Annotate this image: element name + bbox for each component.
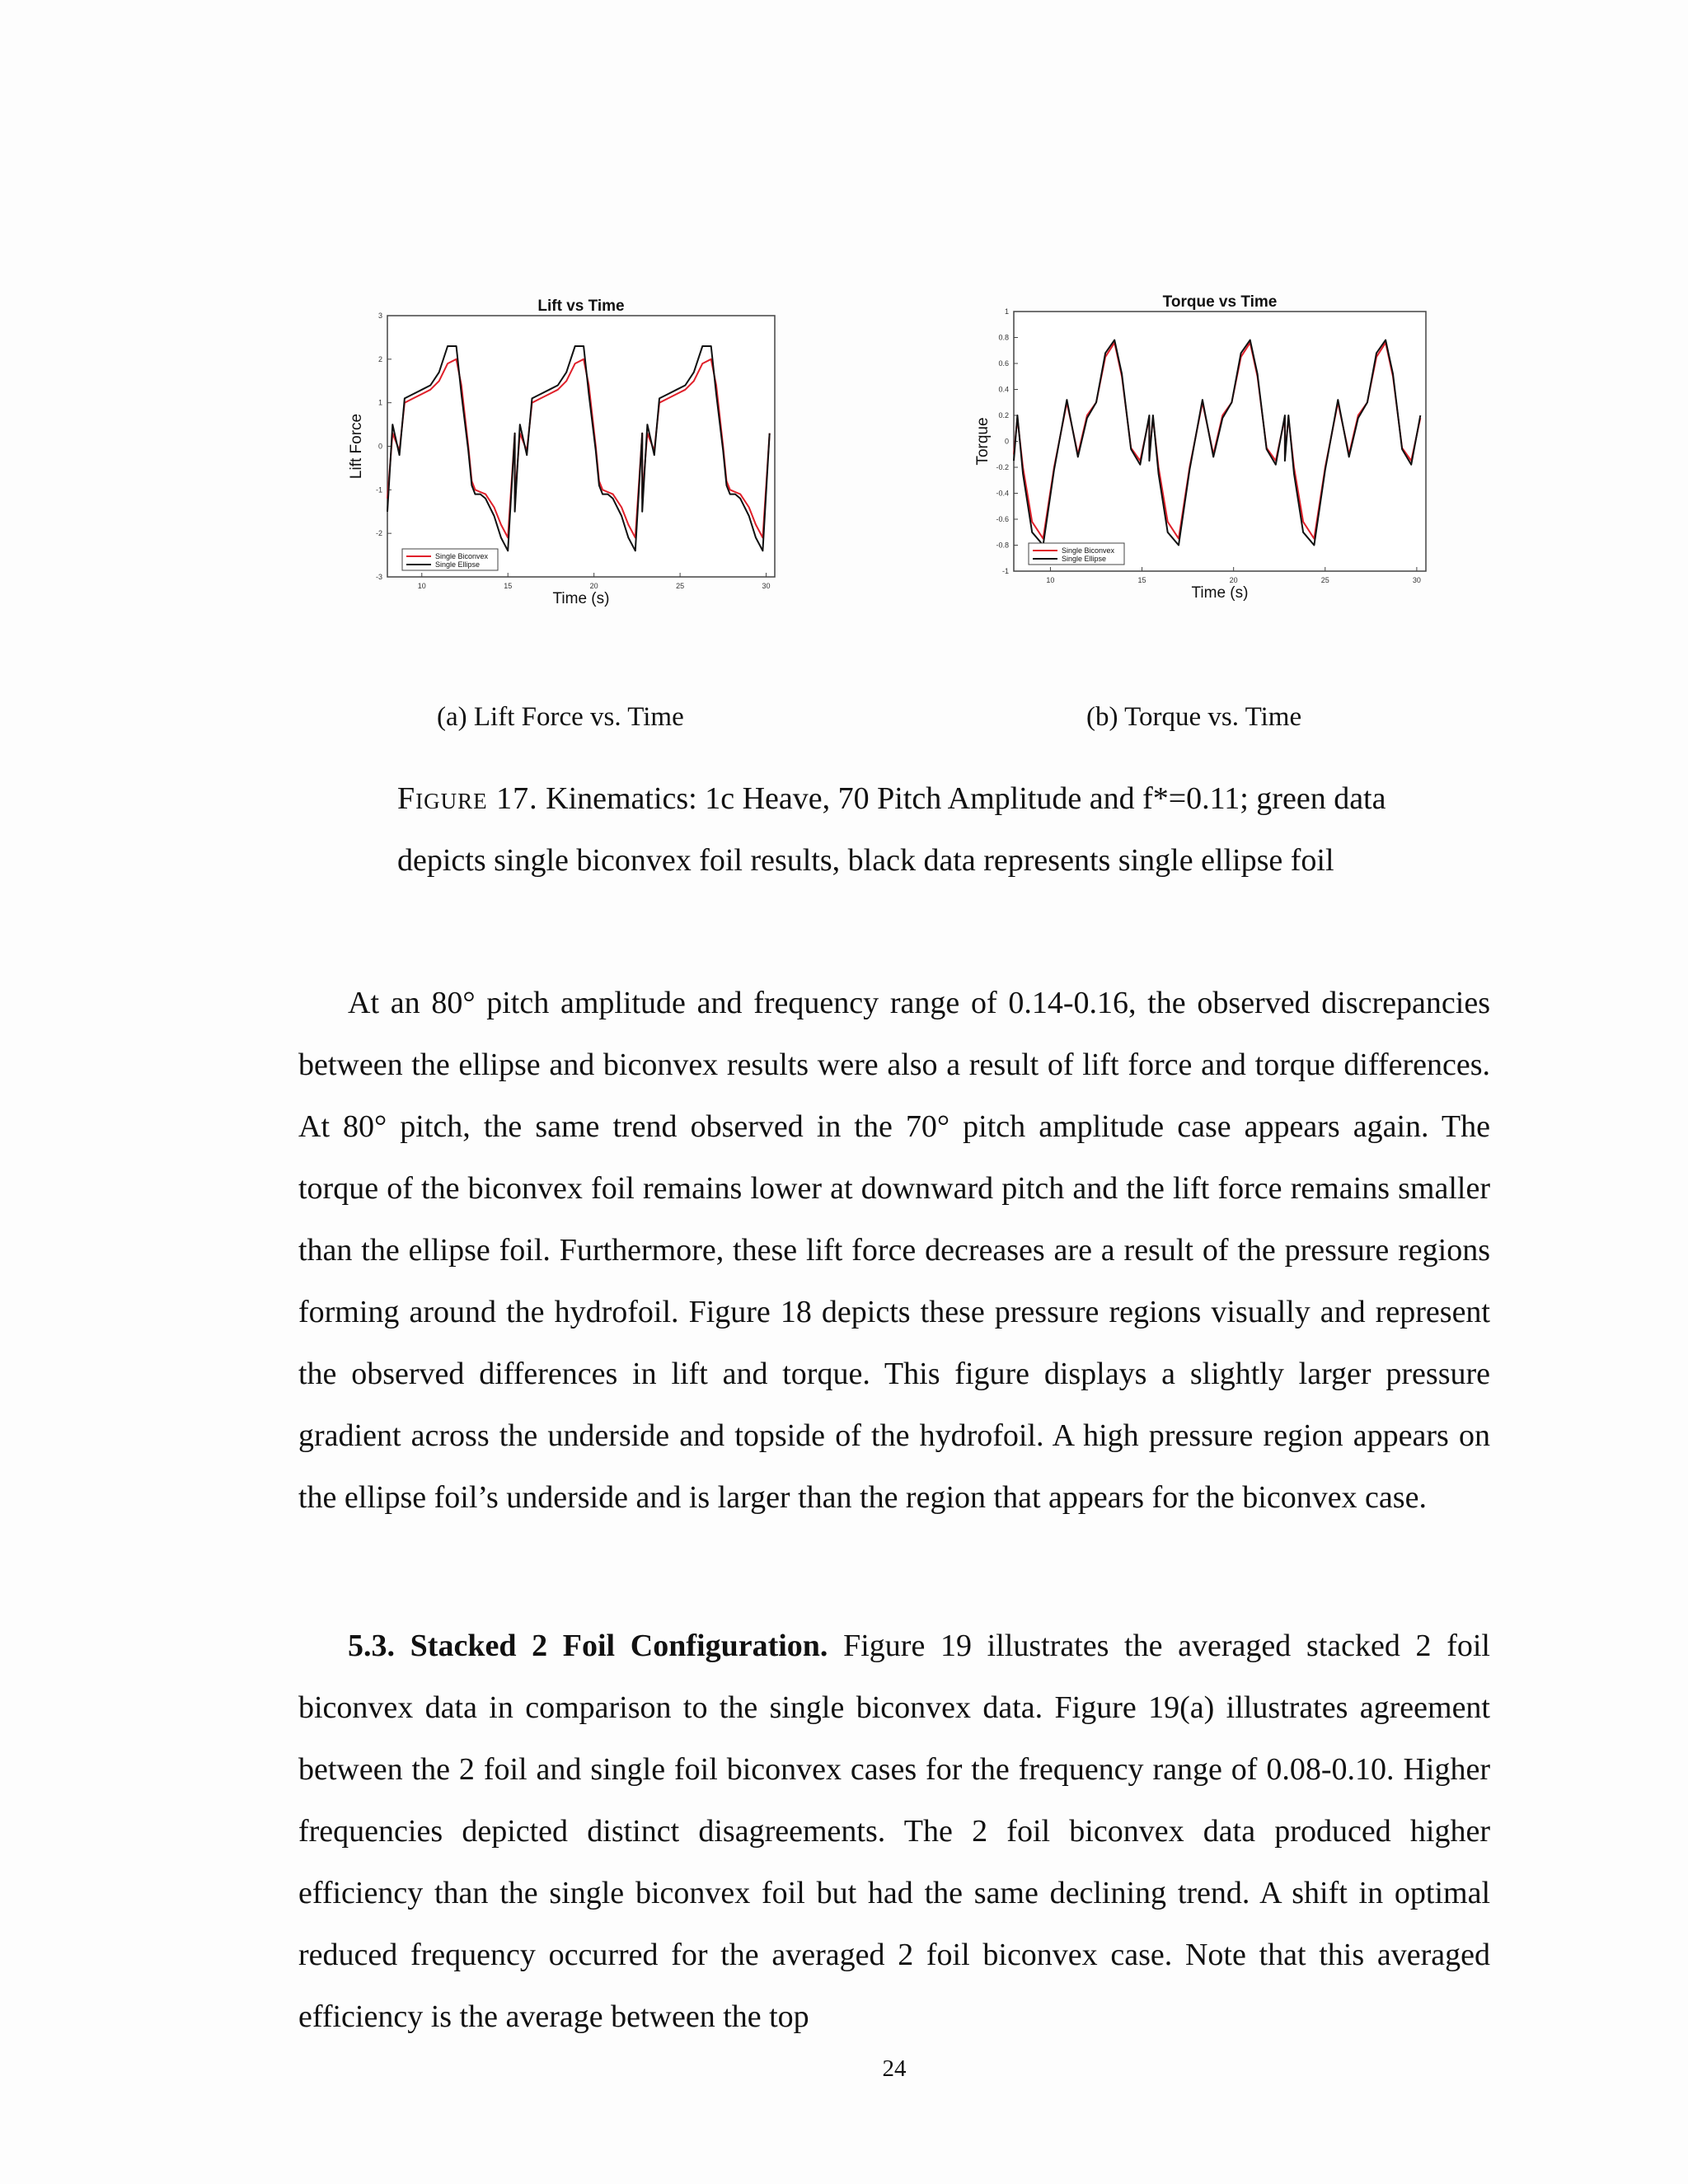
- lift-x-tick-label: 20: [589, 582, 598, 590]
- torque-y-tick-label: 1: [1004, 307, 1009, 316]
- torque-y-tick-label: -0.4: [996, 489, 1009, 498]
- lift-y-tick-label: -3: [375, 573, 382, 581]
- torque-y-axis-label: Torque: [974, 417, 992, 466]
- figure-caption-text: Kinematics: 1c Heave, 70 Pitch Amplitude and f*=0.11; green data depicts single biconvex foil results, black data represents single ellipse foil: [397, 781, 1386, 878]
- torque-x-tick-label: 25: [1320, 576, 1329, 584]
- torque-y-tick-label: -0.6: [996, 515, 1009, 523]
- torque-y-tick-label: 0: [1004, 437, 1009, 446]
- figure-label: Figure 17.: [397, 781, 538, 816]
- lift-x-tick-label: 10: [417, 582, 426, 590]
- lift-y-tick-label: -1: [375, 485, 382, 494]
- lift-y-tick-label: 0: [377, 442, 382, 451]
- torque-title: Torque vs Time: [1162, 293, 1278, 311]
- body-paragraph-2: [298, 1615, 1490, 2048]
- lift-x-tick-label: 25: [676, 582, 685, 590]
- figure-caption: [397, 768, 1391, 892]
- paragraph-2-text: Figure 19 illustrates the averaged stacked 2 foil biconvex data in comparison to the single biconvex data. Figure 19(a) illustrates agreement between the 2 foil and single foil biconvex cases for the frequency range of 0.08-0.10. Higher frequencies depicted distinct disagreements. The 2 foil biconvex data produced higher efficiency than the single biconvex foil but had the same declining trend. A shift in optimal reduced frequency occurred for the averaged 2 foil biconvex case. Note that this averaged efficiency is the average between the top: [298, 1629, 1490, 2034]
- lift-legend-label-1: Single Ellipse: [435, 560, 481, 569]
- torque-y-tick-label: 0.8: [998, 333, 1009, 342]
- subcaption-a: (a) Lift Force vs. Time: [437, 702, 684, 732]
- section-heading: 5.3. Stacked 2 Foil Configuration.: [348, 1629, 828, 1663]
- torque-y-tick-label: -1: [1001, 567, 1009, 575]
- lift-y-tick-label: 3: [377, 312, 382, 320]
- lift-y-tick-label: 1: [377, 398, 382, 407]
- torque-x-tick-label: 10: [1046, 576, 1055, 584]
- lift-x-tick-label: 30: [762, 582, 771, 590]
- lift-x-tick-label: 15: [504, 582, 513, 590]
- paragraph-1-text: At an 80° pitch amplitude and frequency range of 0.14-0.16, the observed discrepancies between the ellipse and biconvex results were also a result of lift force and torque differences. At 80° pitch, the same trend observed in the 70° pitch amplitude case appears again. The torque of the biconvex foil remains lower at downward pitch and the lift force remains smaller than the ellipse foil. Furthermore, these lift force decreases are a result of the pressure regions forming around the hydrofoil. Figure 18 depicts these pressure regions visually and represent the observed differences in lift and torque. This figure displays a slightly larger pressure gradient across the underside and topside of the hydrofoil. A high pressure region appears on the ellipse foil’s underside and is larger than the region that appears for the biconvex case.: [298, 986, 1490, 1515]
- torque-x-tick-label: 20: [1229, 576, 1238, 584]
- lift-y-axis-label: Lift Force: [348, 413, 365, 480]
- lift-y-tick-label: 2: [377, 354, 382, 363]
- torque-chart-svg: [964, 284, 1442, 614]
- torque-legend-label-0: Single Biconvex: [1062, 546, 1115, 555]
- torque-chart: [964, 284, 1442, 614]
- page-number: 24: [882, 2055, 907, 2082]
- torque-x-tick-label: 15: [1137, 576, 1146, 584]
- torque-x-tick-label: 30: [1412, 576, 1421, 584]
- lift-chart-svg: [338, 284, 799, 614]
- subcaption-b: (b) Torque vs. Time: [1086, 702, 1302, 732]
- body-paragraph-1: [298, 972, 1490, 1529]
- lift-x-axis-label: Time (s): [552, 590, 610, 607]
- torque-y-tick-label: -0.8: [996, 541, 1009, 550]
- torque-y-tick-label: 0.2: [998, 411, 1009, 419]
- torque-legend-label-1: Single Ellipse: [1062, 555, 1107, 563]
- paragraph-2: [298, 1615, 1490, 2048]
- torque-x-axis-label: Time (s): [1191, 584, 1249, 602]
- lift-legend-label-0: Single Biconvex: [435, 552, 489, 560]
- torque-y-tick-label: 0.4: [998, 385, 1009, 394]
- lift-title: Lift vs Time: [537, 298, 625, 315]
- torque-y-tick-label: 0.6: [998, 359, 1009, 368]
- torque-y-tick-label: -0.2: [996, 463, 1009, 471]
- lift-y-tick-label: -2: [375, 529, 382, 538]
- lift-chart: [338, 284, 799, 614]
